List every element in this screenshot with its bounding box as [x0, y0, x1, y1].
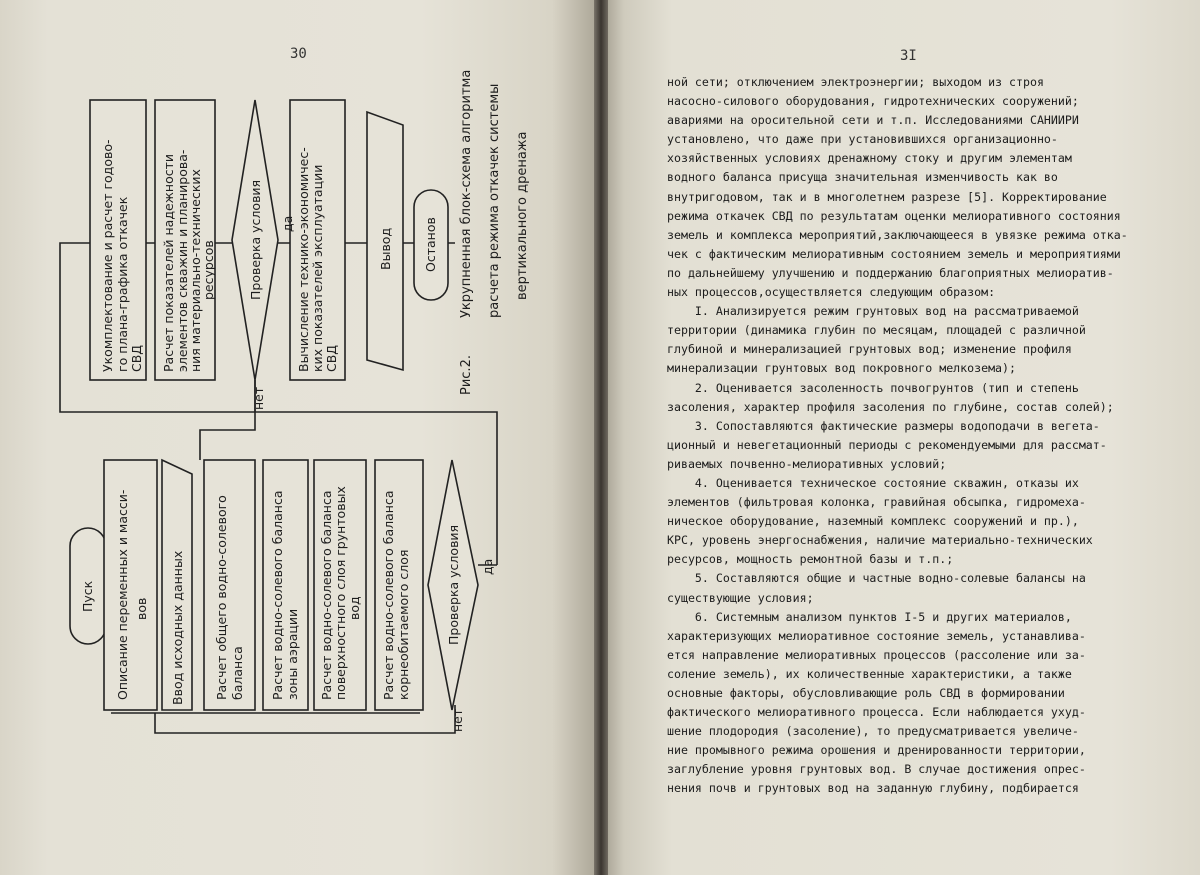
- reliability-label-4: ресурсов: [201, 240, 216, 300]
- aeration-label-1: Расчет водно-солевого баланса: [270, 490, 285, 700]
- staffing-label-3: СВД: [129, 344, 144, 372]
- page-number-right: 3I: [900, 48, 917, 64]
- surface-label-3: вод: [347, 596, 362, 620]
- describe-label-1: Описание переменных и масси-: [115, 489, 130, 700]
- output-label: Вывод: [378, 227, 393, 270]
- text-line: ресурсов, мощность ремонтной базы и т.п.;: [667, 552, 954, 567]
- caption-label: Рис.2.: [459, 355, 474, 395]
- text-line: 4. Оценивается техническое состояние скважин, отказы их: [667, 475, 1079, 490]
- root-label-1: Расчет водно-солевого баланса: [381, 490, 396, 700]
- staffing-label-1: Укомплектование и расчет годово-: [100, 139, 115, 372]
- text-line: внутригодовом, так и в многолетнем разрезе [5]. Корректирование: [667, 189, 1107, 204]
- check2-label: Проверка условия: [248, 179, 263, 300]
- text-line: 2. Оценивается засоленность почвогрунтов (тип и степень: [667, 380, 1079, 395]
- total-balance-label-2: баланса: [230, 646, 245, 700]
- caption-line-1: Укрупненная блок-схема алгоритма: [459, 69, 474, 318]
- surface-label-1: Расчет водно-солевого баланса: [319, 490, 334, 700]
- reliability-label-3: ния материально-технических: [188, 169, 203, 372]
- text-line: засоления, характер профиля засоления по глубине, состав солей);: [667, 399, 1114, 414]
- yes1-label: да: [480, 558, 495, 575]
- tech-econ-label-3: СВД: [324, 344, 339, 372]
- text-line: водного баланса присуща значительная изменчивость как во: [667, 170, 1058, 185]
- text-line: установлено, что даже при установившихся организационно-: [667, 132, 1058, 147]
- caption-line-3: вертикального дренажа: [515, 131, 530, 300]
- reliability-label-1: Расчет показателей надежности: [161, 153, 176, 372]
- text-line: по дальнейшему улучшению и поддержанию благоприятных мелиоратив-: [667, 265, 1114, 280]
- text-line: минерализации грунтовых вод покровного мелкозема);: [667, 361, 1017, 376]
- text-line: ется направление мелиоративных процессов (рассоление или за-: [667, 647, 1086, 662]
- no2-label: нет: [251, 386, 266, 410]
- text-line: 5. Составляются общие и частные водно-солевые балансы на: [667, 571, 1086, 586]
- describe-block: [104, 460, 157, 710]
- text-line: ной сети; отключением электроэнергии; выходом из строя: [667, 75, 1044, 89]
- text-line: нения почв и грунтовых вод на заданную глубину, подбирается: [667, 781, 1079, 796]
- caption-line-2: расчета режима откачек системы: [487, 83, 502, 318]
- reliability-label-2: элементов скважин и планирова-: [175, 149, 190, 372]
- no1-label: нет: [450, 708, 465, 732]
- text-line: хозяйственных условиях дренажному стоку и другим элементам: [667, 151, 1072, 166]
- text-line: режима откачек СВД по результатам оценки мелиоративного состояния: [667, 208, 1121, 223]
- page-number-left: 30: [290, 46, 307, 62]
- aeration-label-2: зоны аэрации: [285, 608, 300, 700]
- text-line: риваемых почвенно-мелиоративных условий;: [667, 456, 947, 471]
- text-line: КРС, уровень энергоснабжения, наличие материально-технических: [667, 533, 1093, 548]
- text-line: насосно-силового оборудования, гидротехнических сооружений;: [667, 94, 1079, 109]
- root-label-2: корнеобитаемого слоя: [396, 549, 411, 700]
- text-line: характеризующих мелиоративное состояние земель, устанавлива-: [667, 628, 1086, 643]
- surface-label-2: поверхностного слоя грунтовых: [333, 486, 348, 700]
- text-line: фактического мелиоративного процесса. Если наблюдается ухуд-: [667, 705, 1086, 720]
- text-line: основные факторы, обусловливающие роль СВД в формировании: [667, 686, 1065, 700]
- input-label: Ввод исходных данных: [170, 550, 185, 705]
- text-line: глубиной и минерализацией грунтовых вод; изменение профиля: [667, 342, 1072, 357]
- text-line: ных процессов,осуществляется следующим образом:: [667, 285, 996, 300]
- text-line: шение плодородия (засоление), то предусматривается увеличе-: [667, 724, 1079, 739]
- text-line: ционный и невегетационный периоды с рекомендуемыми для рассмат-: [667, 437, 1107, 452]
- tech-econ-label-2: ких показателей эксплуатации: [310, 164, 325, 372]
- text-line: соление земель), их количественные характеристики, а также: [667, 666, 1072, 681]
- start-label: Пуск: [80, 580, 95, 612]
- text-line: I. Анализируется режим грунтовых вод на рассматриваемой: [667, 304, 1079, 319]
- yes2-label: да: [280, 215, 295, 232]
- stop-label: Останов: [423, 217, 438, 272]
- tech-econ-label-1: Вычисление технико-экономичес-: [296, 147, 311, 372]
- text-line: элементов (фильтровая колонка, гравийная обсыпка, гидромеха-: [667, 495, 1086, 510]
- text-line: чек с фактическим мелиоративным состоянием земель и мероприятиями: [667, 246, 1121, 261]
- body-text: [667, 73, 1137, 799]
- text-line: ние промывного режима орошения и дренированности территории,: [667, 743, 1086, 758]
- describe-label-2: вов: [134, 597, 149, 620]
- staffing-label-2: го плана-графика откачек: [115, 196, 130, 372]
- text-line: земель и комплекса мероприятий,заключающееся в увязке режима отка-: [667, 227, 1128, 242]
- text-line: авариями на оросительной сети и т.п. Исследованиями САНИИРИ: [667, 113, 1079, 128]
- book-gutter: [594, 0, 608, 875]
- text-line: заглубление уровня грунтовых вод. В случае достижения опрес-: [667, 762, 1086, 777]
- total-balance-label-1: Расчет общего водно-солевого: [214, 495, 229, 700]
- text-line: территории (динамика глубин по месяцам, площадей с различной: [667, 323, 1086, 338]
- check1-label: Проверка условия: [446, 524, 461, 645]
- text-line: существующие условия;: [667, 590, 814, 605]
- text-line: 3. Сопоставляются фактические размеры водоподачи в вегета-: [667, 418, 1100, 433]
- text-line: ническое оборудование, наземный комплекс сооружений и пр.),: [667, 514, 1079, 529]
- text-line: 6. Системным анализом пунктов I-5 и других материалов,: [667, 609, 1072, 624]
